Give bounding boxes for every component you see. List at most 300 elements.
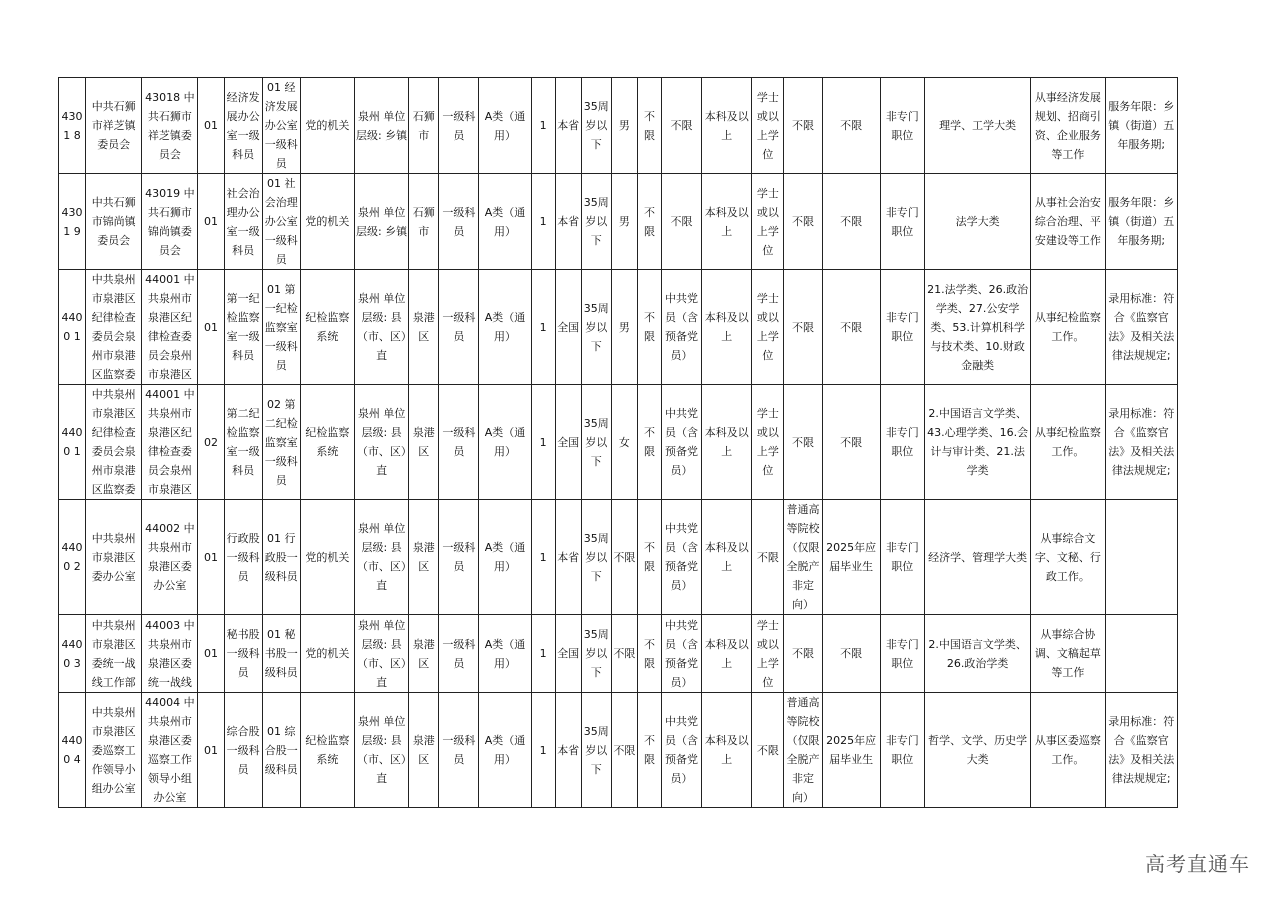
cell-text: 泉州 单位层级: 县（市、区）直 bbox=[356, 407, 407, 477]
cell-text: 44003 中共泉州市泉港区委统一战线 bbox=[145, 618, 195, 689]
cell-graduate-type bbox=[822, 78, 880, 174]
cell-employer-code bbox=[142, 615, 198, 693]
cell-gender bbox=[611, 78, 637, 174]
cell-education bbox=[702, 78, 752, 174]
cell-text: 学士或以上学位 bbox=[756, 618, 779, 689]
cell-unit-level bbox=[354, 500, 408, 615]
cell-ethnicity bbox=[637, 174, 661, 270]
cell-text: 泉港区 bbox=[412, 637, 435, 670]
cell-text: 本省 bbox=[557, 550, 580, 564]
cell-graduate-type bbox=[822, 500, 880, 615]
cell-post-name bbox=[224, 174, 262, 270]
cell-text: 4301 8 bbox=[61, 109, 83, 142]
cell-text: 录用标准：符合《监察官法》及相关法律法规规定; bbox=[1108, 292, 1175, 362]
cell-text: 01 bbox=[204, 119, 218, 132]
cell-degree bbox=[752, 270, 784, 385]
cell-text: 35周岁以下 bbox=[583, 531, 609, 583]
cell-text: 党的机关 bbox=[305, 119, 350, 132]
cell-text: 不限 bbox=[670, 215, 693, 228]
cell-employer-code bbox=[142, 500, 198, 615]
cell-employer-name bbox=[86, 270, 142, 385]
cell-text: 第一纪检监察室一级科员 bbox=[226, 292, 260, 362]
cell-school-type bbox=[784, 174, 822, 270]
cell-special-post bbox=[880, 78, 924, 174]
cell-text: 35周岁以下 bbox=[583, 628, 609, 679]
cell-text: 秘书股一级科员 bbox=[226, 628, 260, 679]
cell-major bbox=[924, 615, 1030, 693]
cell-text: 学士或以上学位 bbox=[756, 292, 779, 362]
cell-text: 4400 1 bbox=[61, 426, 83, 458]
cell-text: 一级科员 bbox=[442, 734, 476, 766]
cell-text: 纪检监察系统 bbox=[305, 426, 350, 458]
cell-text: 02 bbox=[204, 435, 218, 449]
cell-text: 法学大类 bbox=[955, 215, 1000, 228]
cell-text: 从事综合协调、文稿起草等工作 bbox=[1034, 628, 1101, 679]
cell-text: 不限 bbox=[643, 205, 655, 238]
cell-text: 本省 bbox=[557, 119, 580, 132]
cell-exam-category bbox=[479, 385, 531, 500]
cell-text: 1 bbox=[539, 215, 547, 228]
cell-text: 普通高等院校（仅限全脱产非定向） bbox=[786, 696, 820, 804]
cell-employer-code bbox=[142, 270, 198, 385]
cell-text: 01 bbox=[204, 743, 218, 757]
cell-text: 不限 bbox=[643, 311, 655, 343]
cell-text: 1 bbox=[539, 550, 547, 564]
cell-exam-category bbox=[479, 270, 531, 385]
cell-text: 非专门职位 bbox=[885, 637, 919, 670]
cell-text: 2025年应届毕业生 bbox=[826, 734, 877, 766]
cell-job-description bbox=[1031, 174, 1105, 270]
cell-special-post bbox=[880, 693, 924, 808]
cell-text: 全国 bbox=[557, 435, 580, 449]
cell-post-no bbox=[198, 500, 224, 615]
cell-political-status bbox=[661, 270, 701, 385]
cell-text: 01 综合股一级科员 bbox=[264, 724, 298, 776]
cell-text: 中共党员（含预备党员） bbox=[665, 407, 699, 477]
cell-remarks bbox=[1105, 385, 1177, 500]
cell-text: 4301 9 bbox=[61, 205, 83, 238]
cell-text: 录用标准：符合《监察官法》及相关法律法规规定; bbox=[1108, 407, 1175, 477]
cell-degree bbox=[752, 174, 784, 270]
table-row bbox=[59, 174, 1178, 270]
table-row bbox=[59, 78, 1178, 174]
cell-region bbox=[409, 693, 439, 808]
recruitment-table bbox=[58, 77, 1178, 808]
cell-text: 35周岁以下 bbox=[583, 196, 609, 247]
cell-household-scope bbox=[555, 693, 581, 808]
cell-position-code bbox=[59, 78, 86, 174]
cell-post-name bbox=[224, 385, 262, 500]
cell-unit-type bbox=[300, 693, 354, 808]
table-row bbox=[59, 693, 1178, 808]
cell-major bbox=[924, 78, 1030, 174]
cell-headcount bbox=[531, 615, 555, 693]
cell-text: 01 秘书股一级科员 bbox=[264, 628, 298, 679]
cell-employer-name bbox=[86, 693, 142, 808]
cell-job-description bbox=[1031, 500, 1105, 615]
cell-unit-type bbox=[300, 385, 354, 500]
cell-degree bbox=[752, 693, 784, 808]
cell-text: A类（通用） bbox=[484, 109, 526, 142]
cell-unit-level bbox=[354, 693, 408, 808]
cell-unit-type bbox=[300, 270, 354, 385]
cell-text: 党的机关 bbox=[305, 550, 350, 564]
cell-text: 一级科员 bbox=[442, 311, 476, 343]
cell-text: 非专门职位 bbox=[885, 734, 919, 766]
cell-post-code-name bbox=[262, 270, 300, 385]
cell-text: 中共党员（含预备党员） bbox=[665, 522, 699, 592]
cell-text: 一级科员 bbox=[442, 637, 476, 670]
cell-text: 2025年应届毕业生 bbox=[826, 541, 877, 573]
cell-post-code-name bbox=[262, 385, 300, 500]
cell-position-code bbox=[59, 270, 86, 385]
cell-employer-name bbox=[86, 615, 142, 693]
cell-text: 从事综合文字、文秘、行政工作。 bbox=[1034, 531, 1101, 583]
cell-text: 02 第二纪检监察室一级科员 bbox=[264, 397, 298, 487]
cell-political-status bbox=[661, 78, 701, 174]
cell-text: 01 bbox=[204, 320, 218, 334]
cell-text: 2.中国语言文学类、26.政治学类 bbox=[928, 637, 1027, 670]
cell-text: 不限 bbox=[840, 647, 863, 660]
cell-graduate-type bbox=[822, 693, 880, 808]
cell-post-no bbox=[198, 78, 224, 174]
cell-text: 泉州 单位层级: 县（市、区）直 bbox=[356, 522, 407, 592]
cell-text: 本科及以上 bbox=[704, 109, 749, 142]
cell-text: 本科及以上 bbox=[704, 541, 749, 573]
cell-remarks bbox=[1105, 615, 1177, 693]
cell-text: 党的机关 bbox=[305, 647, 350, 660]
cell-text: 44001 中共泉州市泉港区纪律检查委员会泉州市泉港区 bbox=[145, 388, 195, 496]
cell-text: 不限 bbox=[840, 215, 863, 228]
cell-unit-level bbox=[354, 615, 408, 693]
cell-text: 经济学、管理学大类 bbox=[928, 550, 1028, 564]
cell-headcount bbox=[531, 270, 555, 385]
cell-text: 男 bbox=[618, 119, 630, 132]
cell-household-scope bbox=[555, 500, 581, 615]
cell-household-scope bbox=[555, 270, 581, 385]
cell-region bbox=[409, 270, 439, 385]
cell-text: 本科及以上 bbox=[704, 734, 749, 766]
cell-degree bbox=[752, 615, 784, 693]
cell-text: 4400 4 bbox=[61, 734, 83, 766]
cell-text: 男 bbox=[618, 215, 630, 228]
cell-text: 不限 bbox=[791, 647, 814, 660]
cell-post-no bbox=[198, 693, 224, 808]
cell-text: 35周岁以下 bbox=[583, 416, 609, 468]
cell-text: 44001 中共泉州市泉港区纪律检查委员会泉州市泉港区 bbox=[145, 273, 195, 381]
cell-text: 从事经济发展规划、招商引资、企业服务等工作 bbox=[1034, 90, 1101, 161]
cell-unit-type bbox=[300, 78, 354, 174]
cell-text: 不限 bbox=[756, 743, 779, 757]
cell-school-type bbox=[784, 270, 822, 385]
cell-post-code-name bbox=[262, 500, 300, 615]
cell-text: 不限 bbox=[643, 637, 655, 670]
cell-special-post bbox=[880, 500, 924, 615]
cell-household-scope bbox=[555, 174, 581, 270]
cell-employer-code bbox=[142, 693, 198, 808]
cell-text: 泉州 单位层级: 县（市、区）直 bbox=[356, 715, 407, 785]
cell-text: 纪检监察系统 bbox=[305, 734, 350, 766]
cell-text: 非专门职位 bbox=[885, 311, 919, 343]
cell-text: 不限 bbox=[840, 119, 863, 132]
cell-text: 中共党员（含预备党员） bbox=[665, 715, 699, 785]
cell-employer-name bbox=[86, 385, 142, 500]
cell-post-name bbox=[224, 78, 262, 174]
cell-position-code bbox=[59, 500, 86, 615]
cell-text: 不限 bbox=[643, 541, 655, 573]
cell-text: 经济发展办公室一级科员 bbox=[226, 90, 260, 161]
cell-text: 43019 中共石狮市锦尚镇委员会 bbox=[145, 186, 195, 257]
cell-school-type bbox=[784, 693, 822, 808]
cell-ethnicity bbox=[637, 270, 661, 385]
table-row bbox=[59, 385, 1178, 500]
cell-remarks bbox=[1105, 693, 1177, 808]
cell-major bbox=[924, 693, 1030, 808]
cell-exam-category bbox=[479, 615, 531, 693]
cell-unit-level bbox=[354, 385, 408, 500]
cell-text: 学士或以上学位 bbox=[756, 186, 779, 257]
cell-text: 44004 中共泉州市泉港区委巡察工作领导小组办公室 bbox=[145, 696, 195, 804]
cell-text: 综合股一级科员 bbox=[226, 724, 260, 776]
cell-degree bbox=[752, 500, 784, 615]
cell-text: 35周岁以下 bbox=[583, 100, 609, 151]
cell-graduate-type bbox=[822, 615, 880, 693]
cell-text: 01 bbox=[204, 550, 218, 564]
cell-rank bbox=[439, 385, 479, 500]
cell-household-scope bbox=[555, 78, 581, 174]
cell-headcount bbox=[531, 693, 555, 808]
cell-text: 石狮市 bbox=[412, 109, 435, 142]
cell-text: 01 社会治理办公室一级科员 bbox=[264, 177, 298, 266]
cell-age-limit bbox=[581, 693, 611, 808]
cell-text: 21.法学类、26.政治学类、27.公安学类、53.计算机科学与技术类、10.财政金融类 bbox=[927, 282, 1029, 372]
cell-post-code-name bbox=[262, 693, 300, 808]
cell-text: 服务年限：乡镇（街道）五年服务期; bbox=[1108, 196, 1175, 247]
cell-text: 非专门职位 bbox=[885, 426, 919, 458]
cell-exam-category bbox=[479, 500, 531, 615]
cell-text: 本省 bbox=[557, 215, 580, 228]
cell-post-code-name bbox=[262, 78, 300, 174]
cell-text: 本科及以上 bbox=[704, 205, 749, 238]
cell-text: 从事区委巡察工作。 bbox=[1034, 734, 1101, 766]
cell-post-code-name bbox=[262, 174, 300, 270]
cell-text: 不限 bbox=[791, 320, 814, 334]
cell-unit-type bbox=[300, 174, 354, 270]
table-row bbox=[59, 270, 1178, 385]
cell-major bbox=[924, 385, 1030, 500]
cell-text: 一级科员 bbox=[442, 426, 476, 458]
cell-age-limit bbox=[581, 78, 611, 174]
cell-text: 从事社会治安综合治理、平安建设等工作 bbox=[1034, 196, 1101, 247]
cell-political-status bbox=[661, 615, 701, 693]
cell-exam-category bbox=[479, 693, 531, 808]
cell-rank bbox=[439, 174, 479, 270]
cell-major bbox=[924, 500, 1030, 615]
cell-special-post bbox=[880, 385, 924, 500]
cell-text: 1 bbox=[539, 743, 547, 757]
cell-text: 01 bbox=[204, 215, 218, 228]
cell-exam-category bbox=[479, 78, 531, 174]
cell-political-status bbox=[661, 385, 701, 500]
cell-graduate-type bbox=[822, 270, 880, 385]
cell-text: 44002 中共泉州市泉港区委办公室 bbox=[145, 522, 195, 592]
cell-text: 中共泉州市泉港区纪律检查委员会泉州市泉港区监察委 bbox=[91, 273, 136, 381]
cell-major bbox=[924, 270, 1030, 385]
cell-text: 全国 bbox=[557, 647, 580, 660]
cell-major bbox=[924, 174, 1030, 270]
cell-text: 女 bbox=[618, 435, 630, 449]
cell-degree bbox=[752, 385, 784, 500]
cell-school-type bbox=[784, 385, 822, 500]
cell-text: 理学、工学大类 bbox=[939, 119, 1017, 132]
cell-age-limit bbox=[581, 385, 611, 500]
cell-region bbox=[409, 174, 439, 270]
cell-school-type bbox=[784, 615, 822, 693]
cell-political-status bbox=[661, 693, 701, 808]
cell-post-code-name bbox=[262, 615, 300, 693]
cell-text: 中共泉州市泉港区委办公室 bbox=[91, 531, 136, 583]
cell-text: 一级科员 bbox=[442, 541, 476, 573]
cell-text: 不限 bbox=[643, 426, 655, 458]
cell-text: 1 bbox=[539, 435, 547, 449]
cell-position-code bbox=[59, 693, 86, 808]
cell-political-status bbox=[661, 500, 701, 615]
cell-text: 党的机关 bbox=[305, 215, 350, 228]
cell-post-no bbox=[198, 270, 224, 385]
cell-text: 泉州 单位层级: 县（市、区）直 bbox=[356, 618, 407, 689]
cell-region bbox=[409, 78, 439, 174]
cell-text: 35周岁以下 bbox=[583, 724, 609, 776]
cell-text: 学士或以上学位 bbox=[756, 407, 779, 477]
cell-rank bbox=[439, 270, 479, 385]
cell-employer-name bbox=[86, 174, 142, 270]
cell-text: A类（通用） bbox=[484, 205, 526, 238]
cell-text: 本科及以上 bbox=[704, 426, 749, 458]
cell-text: 中共党员（含预备党员） bbox=[665, 618, 699, 689]
cell-text: 1 bbox=[539, 119, 547, 132]
cell-education bbox=[702, 500, 752, 615]
cell-graduate-type bbox=[822, 174, 880, 270]
cell-ethnicity bbox=[637, 385, 661, 500]
cell-text: 35周岁以下 bbox=[583, 301, 609, 353]
cell-text: 泉港区 bbox=[412, 734, 435, 766]
cell-employer-name bbox=[86, 78, 142, 174]
cell-post-no bbox=[198, 385, 224, 500]
cell-age-limit bbox=[581, 500, 611, 615]
cell-gender bbox=[611, 500, 637, 615]
cell-region bbox=[409, 615, 439, 693]
cell-text: 不限 bbox=[613, 550, 636, 564]
cell-text: 泉港区 bbox=[412, 311, 435, 343]
cell-school-type bbox=[784, 78, 822, 174]
cell-text: 一级科员 bbox=[442, 205, 476, 238]
cell-remarks bbox=[1105, 78, 1177, 174]
cell-gender bbox=[611, 270, 637, 385]
cell-job-description bbox=[1031, 385, 1105, 500]
cell-education bbox=[702, 615, 752, 693]
cell-text: A类（通用） bbox=[484, 637, 526, 670]
cell-rank bbox=[439, 500, 479, 615]
cell-text: 泉港区 bbox=[412, 541, 435, 573]
cell-headcount bbox=[531, 385, 555, 500]
cell-employer-code bbox=[142, 78, 198, 174]
cell-unit-level bbox=[354, 174, 408, 270]
cell-rank bbox=[439, 693, 479, 808]
cell-age-limit bbox=[581, 174, 611, 270]
cell-rank bbox=[439, 78, 479, 174]
cell-text: 泉州 单位层级: 乡镇 bbox=[355, 205, 408, 238]
cell-special-post bbox=[880, 270, 924, 385]
cell-text: 本科及以上 bbox=[704, 637, 749, 670]
cell-exam-category bbox=[479, 174, 531, 270]
cell-text: 中共泉州市泉港区纪律检查委员会泉州市泉港区监察委 bbox=[91, 388, 136, 496]
watermark-text: 高考直通车 bbox=[1145, 852, 1250, 876]
cell-text: 行政股一级科员 bbox=[226, 531, 260, 583]
cell-text: 不限 bbox=[643, 109, 655, 142]
cell-text: 中共泉州市泉港区委巡察工作领导小组办公室 bbox=[91, 705, 136, 795]
cell-text: 不限 bbox=[613, 647, 636, 660]
cell-text: 1 bbox=[539, 320, 547, 334]
cell-region bbox=[409, 500, 439, 615]
cell-text: 录用标准：符合《监察官法》及相关法律法规规定; bbox=[1108, 715, 1175, 785]
cell-special-post bbox=[880, 174, 924, 270]
cell-text: 不限 bbox=[840, 435, 863, 449]
cell-headcount bbox=[531, 78, 555, 174]
table-row bbox=[59, 615, 1178, 693]
cell-text: A类（通用） bbox=[484, 426, 526, 458]
cell-text: 第二纪检监察室一级科员 bbox=[226, 407, 260, 477]
cell-post-name bbox=[224, 270, 262, 385]
cell-education bbox=[702, 174, 752, 270]
cell-text: 全国 bbox=[557, 320, 580, 334]
cell-text: A类（通用） bbox=[484, 541, 526, 573]
cell-text: 泉州 单位层级: 乡镇 bbox=[355, 109, 408, 142]
cell-ethnicity bbox=[637, 500, 661, 615]
cell-household-scope bbox=[555, 615, 581, 693]
cell-post-name bbox=[224, 615, 262, 693]
cell-rank bbox=[439, 615, 479, 693]
cell-text: 不限 bbox=[840, 320, 863, 334]
cell-text: 不限 bbox=[643, 734, 655, 766]
cell-text: A类（通用） bbox=[484, 311, 526, 343]
cell-job-description bbox=[1031, 615, 1105, 693]
cell-text: 2.中国语言文学类、43.心理学类、16.会计与审计类、21.法学类 bbox=[927, 407, 1029, 477]
cell-text: 不限 bbox=[613, 743, 636, 757]
cell-text: 一级科员 bbox=[442, 109, 476, 142]
cell-job-description bbox=[1031, 78, 1105, 174]
cell-gender bbox=[611, 385, 637, 500]
cell-unit-level bbox=[354, 78, 408, 174]
cell-text: 01 bbox=[204, 647, 218, 660]
cell-household-scope bbox=[555, 385, 581, 500]
cell-gender bbox=[611, 615, 637, 693]
cell-gender bbox=[611, 693, 637, 808]
cell-employer-name bbox=[86, 500, 142, 615]
cell-post-no bbox=[198, 615, 224, 693]
cell-age-limit bbox=[581, 270, 611, 385]
cell-post-no bbox=[198, 174, 224, 270]
cell-degree bbox=[752, 78, 784, 174]
cell-employer-code bbox=[142, 385, 198, 500]
cell-unit-type bbox=[300, 500, 354, 615]
cell-post-name bbox=[224, 693, 262, 808]
cell-text: 不限 bbox=[756, 550, 779, 564]
cell-text: 男 bbox=[618, 320, 630, 334]
cell-education bbox=[702, 693, 752, 808]
cell-text: 普通高等院校（仅限全脱产非定向） bbox=[786, 503, 820, 611]
cell-text: 非专门职位 bbox=[885, 541, 919, 573]
cell-region bbox=[409, 385, 439, 500]
